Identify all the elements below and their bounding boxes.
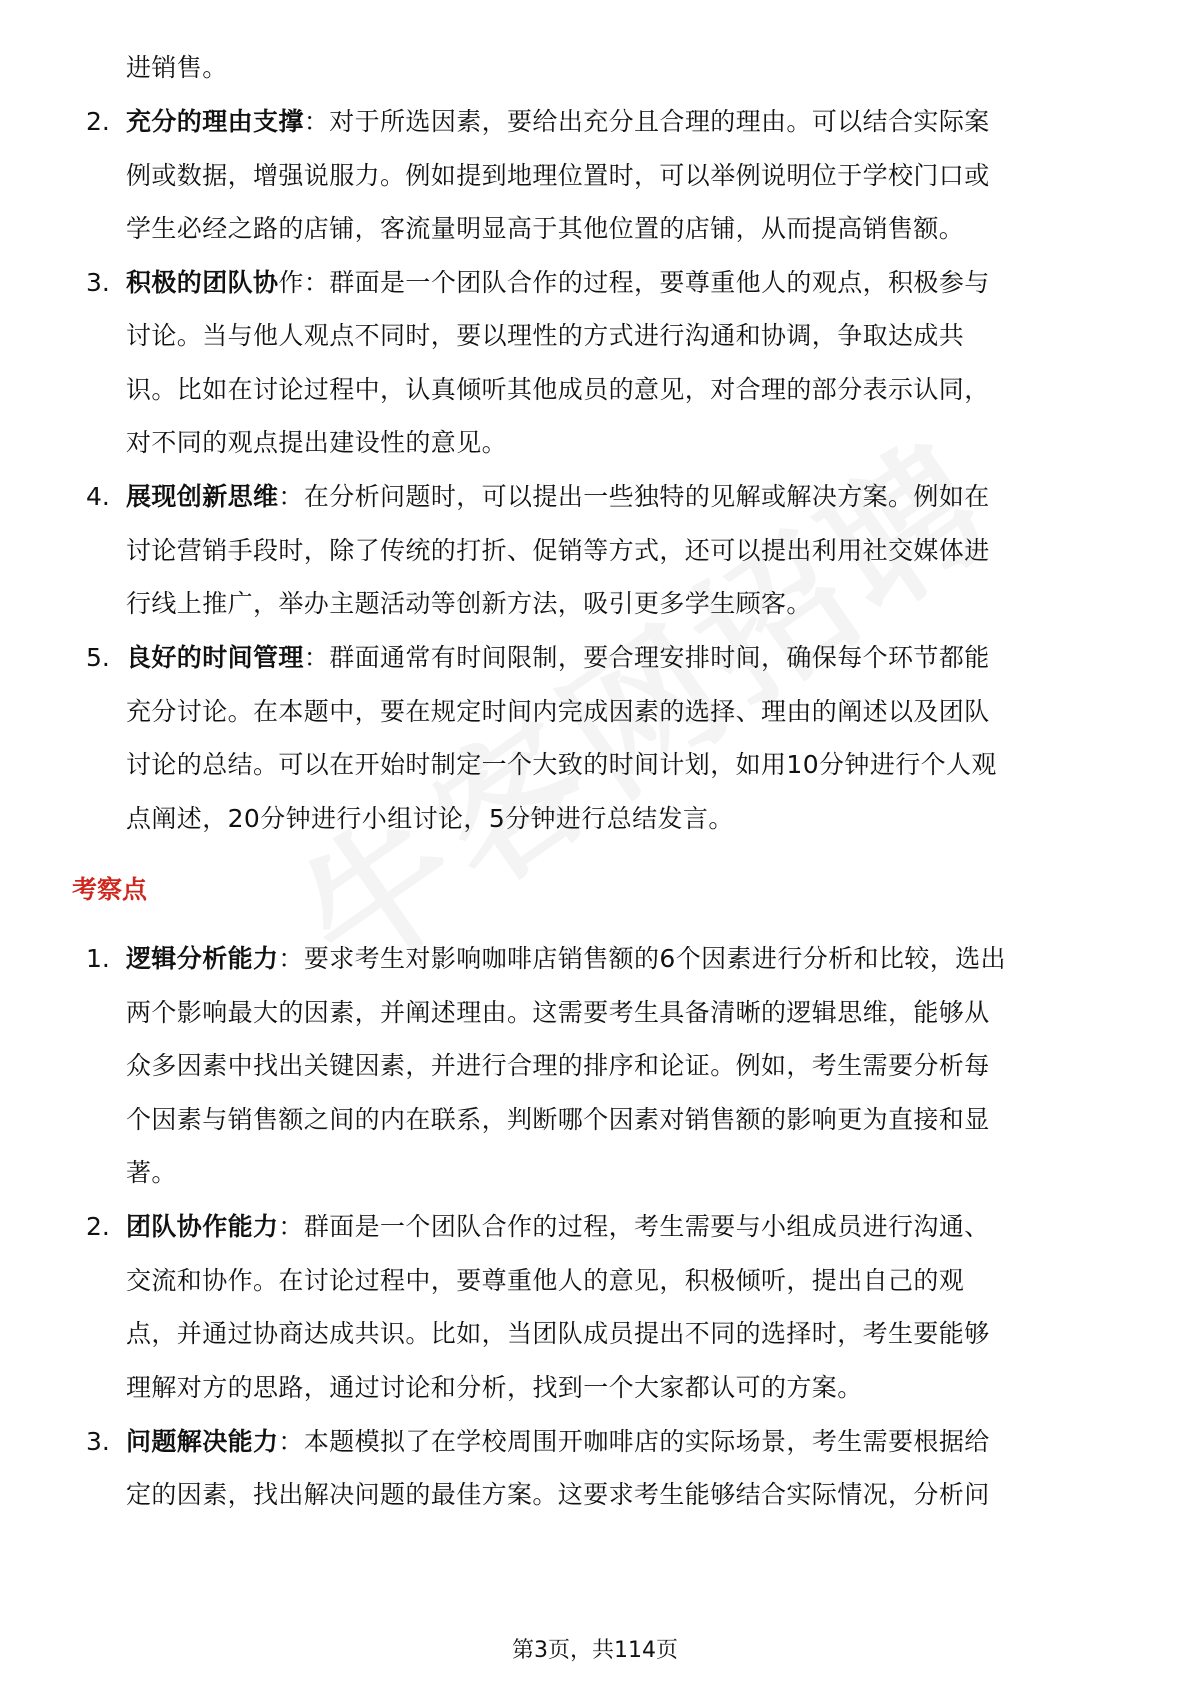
list-item-line: 对不同的观点提出建设性的意见。 (126, 428, 508, 457)
list-number: 3. (86, 1427, 110, 1456)
list-item-line: 定的因素，找出解决问题的最佳方案。这要求考生能够结合实际情况，分析问 (126, 1480, 990, 1509)
item-title: 积极的团队协 (126, 268, 279, 297)
list-item-line: 著。 (126, 1158, 177, 1187)
list-number: 2. (86, 1212, 110, 1241)
list-item-line: 讨论。当与他人观点不同时，要以理性的方式进行沟通和协调，争取达成共 (126, 321, 965, 350)
list-item-line: 行线上推广，举办主题活动等创新方法，吸引更多学生顾客。 (126, 589, 812, 618)
item-title: 问题解决能力 (126, 1427, 279, 1456)
item-title: 展现创新思维 (126, 482, 279, 511)
section-heading: 考察点 (72, 875, 148, 904)
list-item-line: 讨论的总结。可以在开始时制定一个大致的时间计划，如用10分钟进行个人观 (126, 750, 997, 779)
list-item-line: 充分讨论。在本题中，要在规定时间内完成因素的选择、理由的阐述以及团队 (126, 697, 990, 726)
item-text: 要求考生对影响咖啡店销售额的6个因素进行分析和比较，选出 (303, 944, 1006, 973)
item-separator: ： (278, 1212, 304, 1241)
item-title: 逻辑分析能力 (126, 944, 279, 973)
item-separator: ： (303, 107, 330, 136)
item-text: 本题模拟了在学校周围开咖啡店的实际场景，考生需要根据给 (303, 1427, 990, 1456)
list-item-first-line (126, 643, 990, 673)
list-number: 2. (86, 107, 110, 136)
item-title: 团队协作能力 (126, 1212, 279, 1241)
item-separator: ： (278, 944, 304, 973)
list-number: 3. (86, 268, 110, 297)
list-item-first-line (126, 944, 1006, 974)
list-item-line: 个因素与销售额之间的内在联系，判断哪个因素对销售额的影响更为直接和显 (126, 1105, 990, 1134)
carry-over-line: 进销售。 (126, 53, 228, 82)
item-separator: ： (303, 268, 330, 297)
list-item-line: 众多因素中找出关键因素，并进行合理的排序和论证。例如，考生需要分析每 (126, 1051, 990, 1080)
list-item-first-line (126, 1427, 990, 1457)
list-number: 1. (86, 944, 110, 973)
page-footer: 第3页，共114页 (512, 1638, 678, 1663)
item-separator: ： (303, 643, 330, 672)
list-item-line: 两个影响最大的因素，并阐述理由。这需要考生具备清晰的逻辑思维，能够从 (126, 998, 990, 1027)
list-item-line: 理解对方的思路，通过讨论和分析，找到一个大家都认可的方案。 (126, 1373, 863, 1402)
list-item-first-line (126, 107, 990, 137)
item-text: 群面是一个团队合作的过程，要尊重他人的观点，积极参与 (329, 268, 990, 297)
list-item-line: 点阐述，20分钟进行小组讨论，5分钟进行总结发言。 (126, 804, 734, 833)
item-text: 群面是一个团队合作的过程，考生需要与小组成员进行沟通、 (303, 1212, 990, 1241)
list-item-line: 例或数据，增强说服力。例如提到地理位置时，可以举例说明位于学校门口或 (126, 161, 990, 190)
item-text: 在分析问题时，可以提出一些独特的见解或解决方案。例如在 (303, 482, 990, 511)
item-text: 群面通常有时间限制，要合理安排时间，确保每个环节都能 (329, 643, 990, 672)
list-item-first-line (126, 482, 990, 512)
item-text: 对于所选因素，要给出充分且合理的理由。可以结合实际案 (329, 107, 990, 136)
item-title: 良好的时间管理 (126, 643, 304, 672)
item-separator: ： (278, 482, 304, 511)
watermark (251, 439, 948, 1017)
list-item-first-line (126, 268, 990, 298)
list-number: 4. (86, 482, 110, 511)
item-title: 充分的理由支撑 (126, 107, 304, 136)
list-item-line: 交流和协作。在讨论过程中，要尊重他人的意见，积极倾听，提出自己的观 (126, 1266, 965, 1295)
list-item-line: 学生必经之路的店铺，客流量明显高于其他位置的店铺，从而提高销售额。 (126, 214, 965, 243)
list-item-first-line (126, 1212, 990, 1242)
list-number: 5. (86, 643, 110, 672)
list-item-line: 点，并通过协商达成共识。比如，当团队成员提出不同的选择时，考生要能够 (126, 1319, 990, 1348)
list-item-line: 讨论营销手段时，除了传统的打折、促销等方式，还可以提出利用社交媒体进 (126, 536, 990, 565)
item-separator: ： (278, 1427, 304, 1456)
item-title-rest: 作 (278, 268, 304, 297)
list-item-line: 识。比如在讨论过程中，认真倾听其他成员的意见，对合理的部分表示认同， (126, 375, 990, 404)
